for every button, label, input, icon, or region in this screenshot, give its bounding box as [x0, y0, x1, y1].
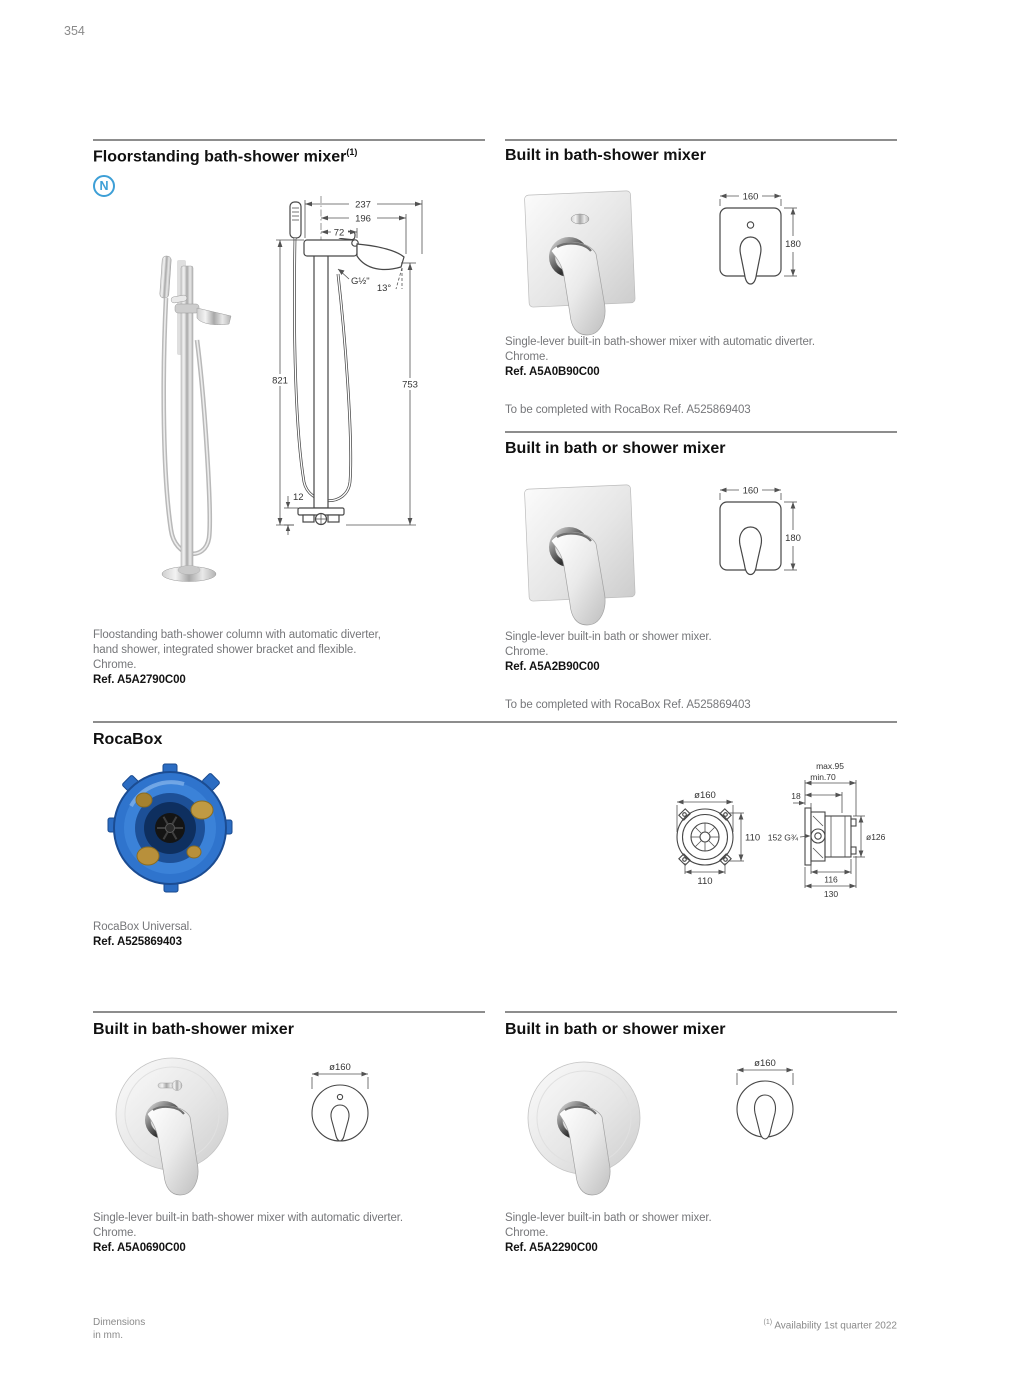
- floorstanding-technical-drawing: [254, 194, 454, 539]
- section-title-built-in-bath-shower-square: Built in bath-shower mixer: [505, 147, 706, 164]
- dim-depth-total: 130: [823, 889, 839, 899]
- gear-hub: [166, 824, 175, 833]
- base-dome: [178, 566, 200, 575]
- spout-outline: [357, 244, 404, 269]
- section-title-rocabox: RocaBox: [93, 731, 163, 748]
- built-in-bath-or-shower-square-description: [505, 630, 712, 675]
- dim-max-depth: max.95: [816, 761, 844, 771]
- product-ref: Ref. A5A0B90C00: [505, 366, 600, 378]
- description-line: Single-lever built-in bath-shower mixer with automatic diverter.: [93, 1212, 403, 1224]
- dim-bolt-width: 110: [697, 876, 713, 887]
- description-line: Chrome.: [505, 351, 549, 363]
- rocabox-front-view: [677, 809, 733, 865]
- product-ref: Ref. A5A0690C00: [93, 1242, 186, 1254]
- dim-outer-diameter: ø160: [694, 790, 716, 801]
- base-outline: [298, 508, 344, 525]
- built-in-bath-shower-square-photo: [517, 183, 642, 341]
- page-number: 354: [64, 24, 85, 38]
- title-text: Floorstanding bath-shower mixer: [93, 148, 347, 166]
- spout: [197, 308, 231, 325]
- brass-fitting: [191, 801, 213, 819]
- section-divider: [505, 139, 897, 141]
- lever-outline: [331, 1105, 349, 1141]
- section-divider: [93, 721, 897, 723]
- footer-line: in mm.: [93, 1330, 123, 1341]
- brass-fitting: [136, 793, 152, 807]
- section-divider: [505, 1011, 897, 1013]
- product-ref: Ref. A5A2790C00: [93, 674, 186, 686]
- description-line: Single-lever built-in bath-shower mixer with automatic diverter.: [505, 336, 815, 348]
- dim-thread: G½": [351, 276, 370, 287]
- title-footnote-marker: (1): [346, 147, 358, 157]
- new-product-badge: N: [93, 175, 115, 197]
- built-in-bath-or-shower-square-drawing: [712, 480, 812, 592]
- rocabox-description: [93, 920, 192, 950]
- description-line: hand shower, integrated shower bracket and flexible.: [93, 644, 357, 656]
- lever-outline: [740, 237, 761, 284]
- section-divider: [93, 139, 485, 141]
- product-ref: Ref. A5A2290C00: [505, 1242, 598, 1254]
- dim-base-height: 12: [293, 492, 304, 503]
- dim-spout-reach: 196: [355, 213, 371, 225]
- description-line: Floostanding bath-shower column with automatic diverter,: [93, 629, 381, 641]
- built-in-bath-shower-square-description: [505, 335, 815, 380]
- dim-plate-diameter: ø160: [754, 1058, 776, 1069]
- dim-plate-height: 180: [785, 533, 801, 544]
- diverter-button: [571, 214, 589, 224]
- description-line: Single-lever built-in bath or shower mixer.: [505, 1212, 712, 1224]
- brass-fitting: [187, 846, 201, 858]
- section-title-built-in-bath-or-shower-round: Built in bath or shower mixer: [505, 1021, 726, 1038]
- dim-body-diameter: ø126: [866, 832, 886, 842]
- rocabox-technical-drawing: [648, 756, 903, 901]
- built-in-bath-shower-round-photo: [112, 1050, 232, 1202]
- product-ref: Ref. A5A2B90C00: [505, 661, 600, 673]
- brass-fitting: [137, 847, 159, 865]
- dim-body-width: 72: [333, 227, 345, 239]
- description-line: Chrome.: [505, 646, 549, 658]
- built-in-bath-shower-round-drawing: [298, 1056, 383, 1164]
- description-line: Chrome.: [93, 1227, 137, 1239]
- lever-outline: [755, 1095, 776, 1139]
- built-in-bath-shower-square-drawing: [712, 186, 812, 298]
- description-line: Single-lever built-in bath or shower mixer.: [505, 631, 712, 643]
- dim-plate-diameter: ø160: [329, 1062, 351, 1073]
- dim-min-depth: min.70: [810, 772, 836, 782]
- built-in-bath-or-shower-round-photo: [524, 1054, 644, 1206]
- diverter-hub: [172, 1081, 182, 1091]
- built-in-bath-shower-round-description: [93, 1211, 403, 1256]
- section-title-floorstanding: [93, 147, 357, 166]
- mixer-body-outline: [304, 240, 357, 256]
- footer-dimensions-note: [93, 1316, 145, 1342]
- dim-plate-height: 180: [785, 239, 801, 250]
- built-in-bath-or-shower-round-drawing: [723, 1052, 808, 1160]
- floorstanding-mixer-photo: [133, 252, 245, 592]
- dim-bolt-height: 110: [745, 832, 761, 844]
- footnote-marker: (1): [763, 1319, 773, 1326]
- dim-height-thread: 152 G¾: [767, 832, 798, 843]
- product-ref: Ref. A525869403: [93, 936, 182, 948]
- description-line: Chrome.: [93, 659, 137, 671]
- section-divider: [93, 1011, 485, 1013]
- dim-height-right: 753: [402, 379, 418, 391]
- section-title-built-in-bath-or-shower-square: Built in bath or shower mixer: [505, 440, 726, 457]
- dim-spout-angle: 13°: [376, 283, 392, 294]
- footer-line: Dimensions: [93, 1317, 146, 1328]
- diverter-outline: [337, 1094, 342, 1099]
- rocabox-note: To be completed with RocaBox Ref. A525869403: [505, 404, 751, 416]
- rocabox-photo: [106, 760, 236, 908]
- dim-plate-width: 160: [742, 485, 759, 497]
- floorstanding-description: [93, 628, 381, 688]
- description-line: RocaBox Universal.: [93, 921, 193, 933]
- dim-total-width: 237: [355, 199, 371, 211]
- section-divider: [505, 431, 897, 433]
- mixer-body: [175, 304, 199, 313]
- column-outline: [314, 254, 328, 508]
- availability-text: Availability 1st quarter 2022: [772, 1320, 897, 1332]
- dim-flange-depth: 18: [791, 791, 801, 801]
- dim-height-left: 821: [272, 375, 288, 387]
- rocabox-note: To be completed with RocaBox Ref. A525869403: [505, 699, 751, 711]
- dim-plate-width: 160: [742, 191, 759, 203]
- dim-depth-body: 116: [824, 874, 838, 885]
- rocabox-side-view: [805, 808, 856, 865]
- description-line: Chrome.: [505, 1227, 549, 1239]
- footer-availability-note: [600, 1316, 897, 1332]
- built-in-bath-or-shower-square-photo: [517, 477, 642, 635]
- section-title-built-in-bath-shower-round: Built in bath-shower mixer: [93, 1021, 294, 1038]
- built-in-bath-or-shower-round-description: [505, 1211, 712, 1256]
- hand-shower-outline: [290, 202, 301, 238]
- hand-shower: [160, 256, 172, 299]
